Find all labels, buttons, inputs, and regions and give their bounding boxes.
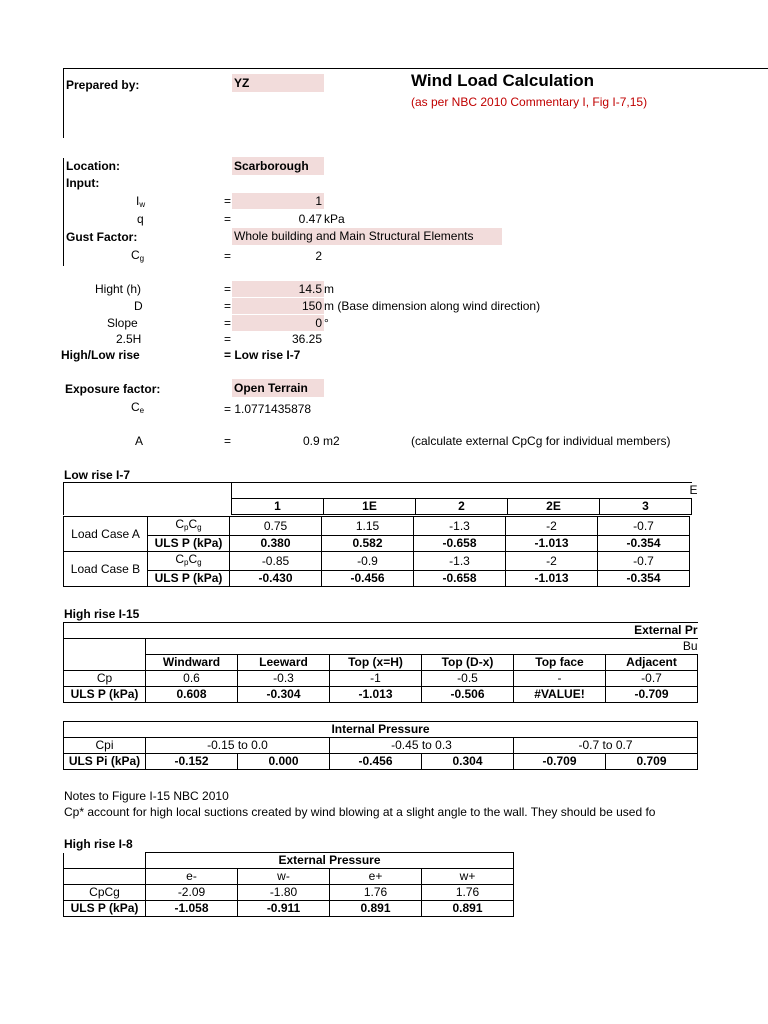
table-cell: -0.430	[230, 571, 322, 587]
table-cell: -1.3	[414, 552, 506, 571]
q-unit: kPa	[324, 212, 345, 226]
high-rise-15-title: High rise I-15	[64, 607, 140, 621]
table-cell: -1	[330, 671, 422, 687]
col-e-minus: e-	[146, 869, 238, 885]
cpcg-label: CpCg	[64, 885, 146, 901]
col-top-dx: Top (D-x)	[422, 655, 514, 671]
iw-value[interactable]: 1	[232, 193, 324, 209]
low-rise-col-3: 3	[600, 499, 692, 515]
d-equals: =	[224, 299, 232, 313]
table-cell: -2.09	[146, 885, 238, 901]
table-cell: -0.658	[414, 571, 506, 587]
col-windward: Windward	[146, 655, 238, 671]
height-label: Hight (h)	[95, 282, 142, 296]
cg-value: 2	[315, 249, 322, 263]
table-cell: -0.3	[238, 671, 330, 687]
table-cell: -0.9	[322, 552, 414, 571]
notes-line-1: Notes to Figure I-15 NBC 2010	[64, 789, 229, 803]
low-rise-body-table	[63, 516, 690, 587]
high-low-rise-value: = Low rise I-7	[224, 348, 301, 362]
table-cell: -0.709	[514, 754, 606, 770]
a-equals: =	[224, 434, 232, 448]
slope-value[interactable]: 0	[232, 315, 324, 331]
table-cell: -1.3	[414, 517, 506, 536]
notes-line-2-clip	[64, 805, 768, 821]
d-value[interactable]: 150	[232, 298, 324, 314]
exposure-factor-label: Exposure factor:	[65, 382, 161, 396]
table-cell: -1.058	[146, 901, 238, 917]
col-w-minus: w-	[238, 869, 330, 885]
table-cell: -2	[506, 517, 598, 536]
table-cell: -0.15 to 0.0	[146, 738, 330, 754]
table-cell: 0.000	[238, 754, 330, 770]
low-rise-col-2: 2	[416, 499, 508, 515]
table-cell: 1.76	[422, 885, 514, 901]
header-left-border	[63, 68, 64, 138]
table-cell: 1.76	[330, 885, 422, 901]
table-cell: 0.891	[330, 901, 422, 917]
cg-equals: =	[224, 249, 232, 263]
internal-pressure-title: Internal Pressure	[64, 722, 698, 738]
q-equals: =	[224, 212, 232, 226]
table-cell: -0.5	[422, 671, 514, 687]
low-rise-col-1: 1	[232, 499, 324, 515]
high-rise-8-table	[63, 852, 514, 917]
ce-label: $C_e$	[131, 400, 145, 415]
col-adjacent: Adjacent	[606, 655, 698, 671]
h25-equals: =	[224, 332, 232, 346]
cpi-label: Cpi	[64, 738, 146, 754]
iw-label: $I_w$	[136, 194, 146, 209]
slope-equals: =	[224, 316, 232, 330]
a-note: (calculate external CpCg for individual members)	[411, 434, 671, 448]
uls-label: ULS P (kPa)	[148, 536, 230, 552]
ce-value: = 1.0771435878	[224, 402, 312, 416]
page-title: Wind Load Calculation	[411, 71, 595, 90]
high-rise-15-table	[63, 622, 698, 703]
height-value[interactable]: 14.5	[232, 281, 324, 297]
table-cell: -0.658	[414, 536, 506, 552]
h25-label: 2.5H	[116, 332, 142, 346]
internal-pressure-table	[63, 721, 698, 770]
table-cell: 1.15	[322, 517, 414, 536]
d-unit: m (Base dimension along wind direction)	[324, 299, 541, 313]
low-rise-title: Low rise I-7	[64, 468, 131, 482]
table-cell: 0.709	[606, 754, 698, 770]
prepared-by-value[interactable]: YZ	[232, 74, 324, 92]
table-cell: -0.354	[598, 536, 690, 552]
table-cell: 0.6	[146, 671, 238, 687]
table-cell: -2	[506, 552, 598, 571]
table-cell: -0.911	[238, 901, 330, 917]
a-value: 0.9 m2	[303, 434, 340, 448]
exposure-factor-value[interactable]: Open Terrain	[232, 379, 324, 397]
table-cell: -1.013	[506, 571, 598, 587]
table-cell: -0.7	[606, 671, 698, 687]
uls-pi-label: ULS Pi (kPa)	[64, 754, 146, 770]
table-cell: -0.354	[598, 571, 690, 587]
inputs-left-border	[63, 158, 64, 266]
slope-unit: °	[324, 316, 329, 330]
prepared-by-label: Prepared by:	[66, 78, 140, 92]
high-rise-8-header: External Pressure	[146, 853, 514, 869]
cpcg-label: $C_pC_g$	[148, 552, 230, 571]
q-label: q	[137, 212, 144, 226]
table-cell: -1.013	[506, 536, 598, 552]
location-value[interactable]: Scarborough	[232, 157, 324, 175]
table-cell: 0.380	[230, 536, 322, 552]
high-rise-15-clip	[63, 622, 768, 712]
table-cell: 0.582	[322, 536, 414, 552]
table-cell: -0.709	[606, 687, 698, 703]
col-leeward: Leeward	[238, 655, 330, 671]
table-cell: #VALUE!	[514, 687, 606, 703]
col-w-plus: w+	[422, 869, 514, 885]
table-cell: -0.7	[598, 552, 690, 571]
height-unit: m	[324, 282, 334, 296]
location-label: Location:	[66, 159, 120, 173]
low-rise-table	[63, 482, 698, 515]
table-cell: -1.80	[238, 885, 330, 901]
cg-label: $C_g$	[131, 248, 145, 263]
col-top-xh: Top (x=H)	[330, 655, 422, 671]
d-label: D	[134, 299, 143, 313]
table-cell: -0.7	[598, 517, 690, 536]
a-label: A	[135, 434, 144, 448]
high-low-rise-label: High/Low rise	[61, 348, 140, 362]
table-cell: -0.152	[146, 754, 238, 770]
low-rise-col-1e: 1E	[324, 499, 416, 515]
col-top-face: Top face	[514, 655, 606, 671]
load-case-b-label: Load Case B	[64, 552, 148, 587]
uls-label: ULS P (kPa)	[64, 901, 146, 917]
gust-factor-value[interactable]: Whole building and Main Structural Elements	[232, 228, 502, 245]
q-value: 0.47	[298, 212, 322, 226]
height-equals: =	[224, 282, 232, 296]
low-rise-header-clipped: E	[689, 483, 698, 497]
cp-label: Cp	[64, 671, 146, 687]
table-cell: -0.506	[422, 687, 514, 703]
table-cell: -1.013	[330, 687, 422, 703]
high-rise-15-header2: Bu	[146, 639, 698, 655]
iw-equals: =	[224, 194, 232, 208]
table-cell: -0.85	[230, 552, 322, 571]
input-label: Input:	[66, 176, 100, 190]
notes-line-2: Cp* account for high local suctions created by wind blowing at a slight angle to the wall. They should be used fo	[64, 805, 656, 819]
low-rise-col-2e: 2E	[508, 499, 600, 515]
high-rise-8-title: High rise I-8	[64, 837, 133, 851]
high-rise-15-header1: External Pr	[64, 623, 698, 639]
gust-factor-label: Gust Factor:	[66, 230, 138, 244]
table-cell: 0.75	[230, 517, 322, 536]
table-cell: 0.891	[422, 901, 514, 917]
cpcg-label: $C_pC_g$	[148, 517, 230, 536]
h25-value: 36.25	[291, 332, 322, 346]
table-cell: -0.456	[322, 571, 414, 587]
table-cell: -0.45 to 0.3	[330, 738, 514, 754]
table-cell: -	[514, 671, 606, 687]
page-subtitle: (as per NBC 2010 Commentary I, Fig I-7,15)	[411, 95, 648, 109]
table-cell: 0.608	[146, 687, 238, 703]
uls-label: ULS P (kPa)	[148, 571, 230, 587]
slope-label: Slope	[107, 316, 138, 330]
table-cell: -0.456	[330, 754, 422, 770]
low-rise-corner	[64, 483, 232, 499]
uls-label: ULS P (kPa)	[64, 687, 146, 703]
load-case-a-label: Load Case A	[64, 517, 148, 552]
table-cell: 0.304	[422, 754, 514, 770]
col-e-plus: e+	[330, 869, 422, 885]
header-top-border	[64, 68, 768, 69]
table-cell: -0.7 to 0.7	[514, 738, 698, 754]
table-cell: -0.304	[238, 687, 330, 703]
